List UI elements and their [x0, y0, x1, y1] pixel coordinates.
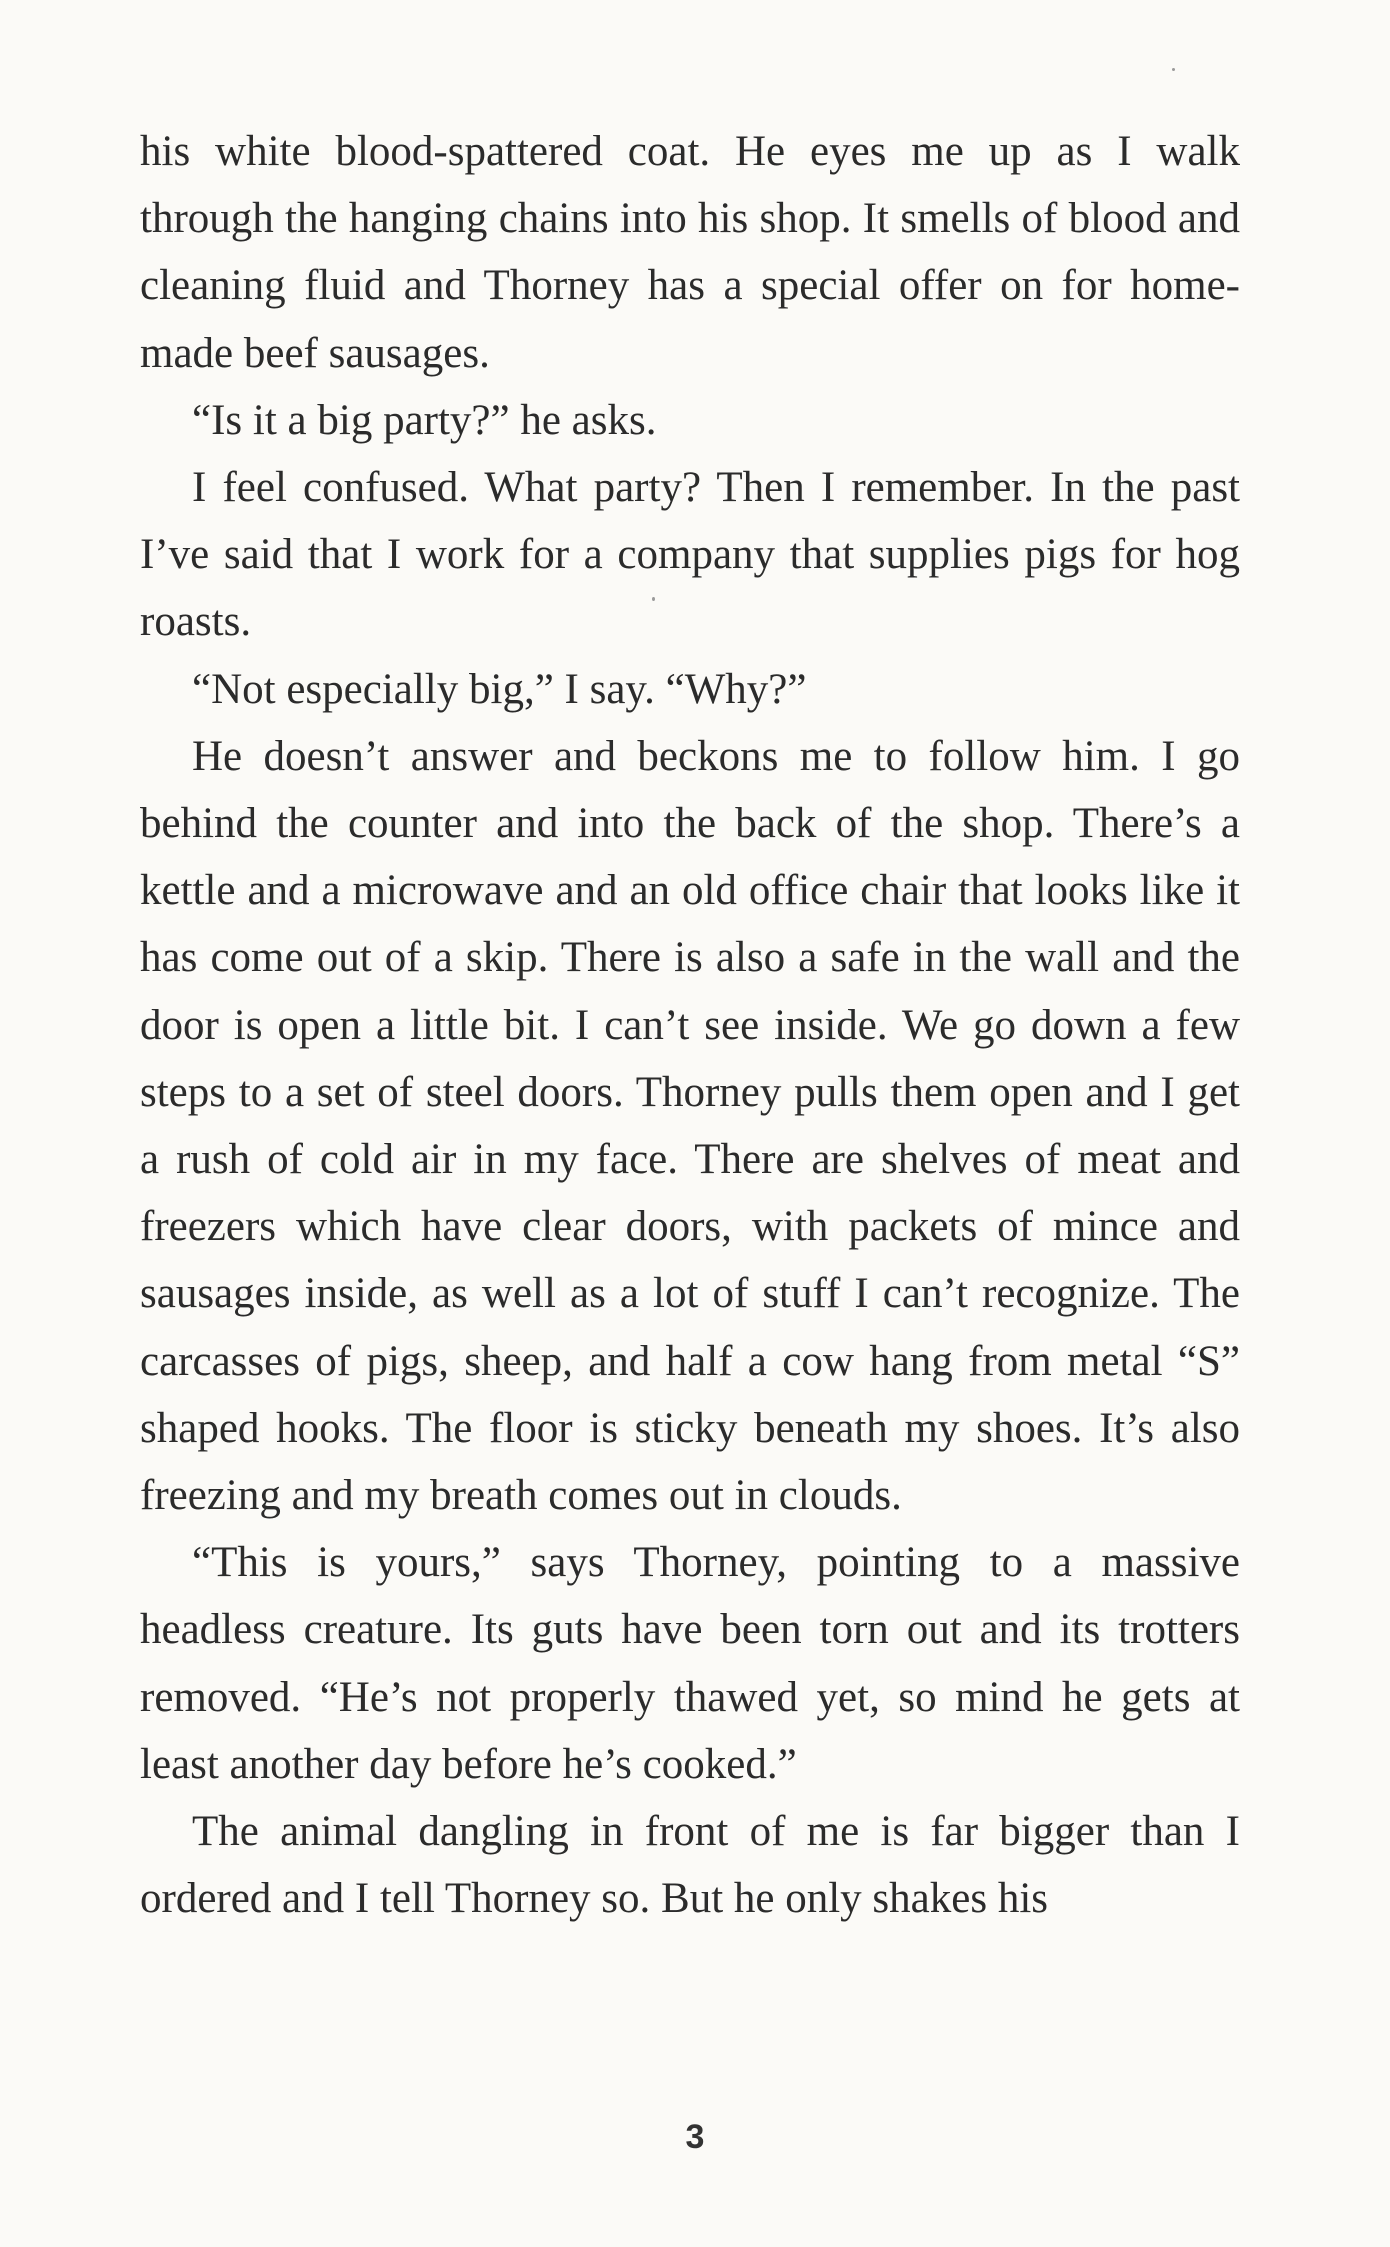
paper-speck: [652, 597, 655, 601]
paragraph-4: “Not especially big,” I say. “Why?”: [192, 665, 807, 713]
paragraph-7: The animal dangling in front of me is far bigger than I ordered and I tell Thorney so. But he only shakes his: [140, 1808, 1240, 1923]
paper-speck: [1172, 68, 1175, 71]
paragraph-1: his white blood-spattered coat. He eyes me up as I walk through the hanging chains into his shop. It smells of blood and cleaning fluid and Thorney has a special offer on for home-made beef sausages.: [140, 128, 1240, 377]
paragraph-6: “This is yours,” says Thorney, pointing to a massive headless creature. Its guts have been torn out and its trotters removed. “He’s not properly thawed yet, so mind he gets at least another day before he’s cooked.”: [140, 1539, 1240, 1788]
page-number: 3: [685, 2118, 705, 2156]
paragraph-5: He doesn’t answer and beckons me to follow him. I go behind the counter and into the back of the shop. There’s a kettle and a microwave and an old office chair that looks like it has come out of a skip. There is also a safe in the wall and the door is open a little bit. I can’t see inside. We go down a few steps to a set of steel doors. Thorney pulls them open and I get a rush of cold air in my face. There are shelves of meat and freezers which have clear doors, with packets of mince and sausages inside, as well as a lot of stuff I can’t recognize. The carcasses of pigs, sheep, and half a cow hang from metal “S” shaped hooks. The floor is sticky beneath my shoes. It’s also freezing and my breath comes out in clouds.: [140, 732, 1240, 1520]
paragraph-3: I feel confused. What party? Then I remember. In the past I’ve said that I work for a company that supplies pigs for hog roasts.: [140, 464, 1240, 646]
paragraph-2: “Is it a big party?” he asks.: [192, 396, 657, 444]
body-text: [140, 118, 1240, 1932]
